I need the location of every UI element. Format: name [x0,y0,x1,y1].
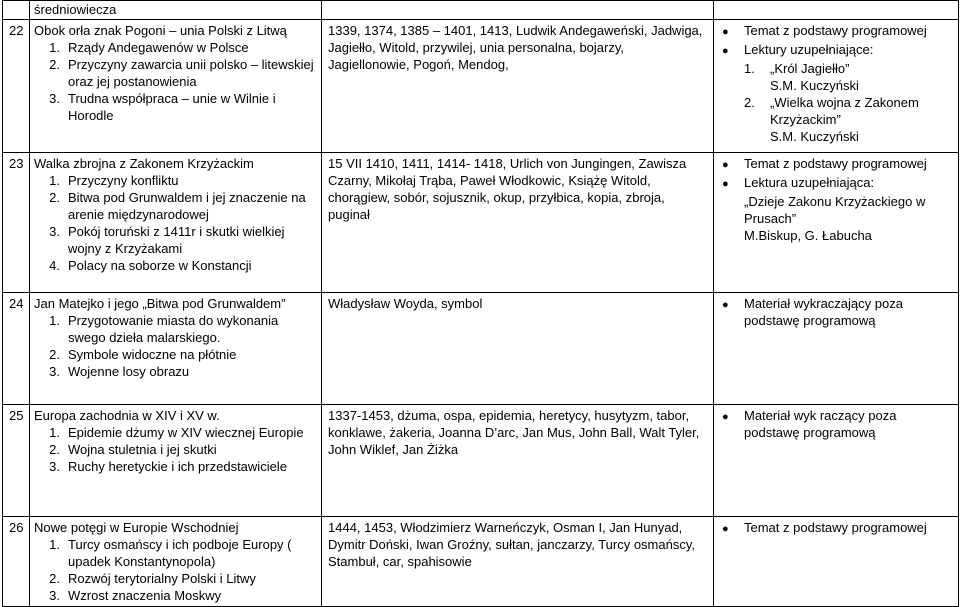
note-bullet: ● Temat z podstawy programowej [718,519,954,538]
subtopic-list [34,172,317,274]
reading-title: „Dzieje Zakonu Krzyżackiego w Prusach” [744,194,926,226]
cell-terms: 1444, 1453, Włodzimierz Warneńczyk, Osman I, Jan Hunyad, Dymitr Doński, Iwan Groźny, sułtan, janczarzy, Turcy osmańscy, Stambuł, car, spahisowie [322,517,714,607]
topic-continuation: średniowiecza [34,2,117,17]
cell-notes [714,153,959,293]
subtopic-list [34,39,317,124]
list-item: 2. Rozwój terytorialny Polski i Litwy [49,571,256,586]
list-item: 3. Pokój toruński z 1411r i skutki wielkiej wojny z Krzyżakami [49,224,285,256]
row-number: 25 [3,405,30,517]
topic-title: Europa zachodnia w XIV i XV w. [34,408,220,423]
table-row [3,1,959,20]
list-item: 1. Przyczyny konfliktu [49,173,179,188]
table-row [3,20,959,153]
bullet-icon [718,295,744,329]
list-item: 3. Trudna współpraca – unie w Wilnie i Horodle [49,91,276,123]
note-bullet: ● Materiał wyk raczący poza podstawę programową [718,407,954,441]
cell-terms: Władysław Woyda, symbol [322,293,714,405]
topic-title: Nowe potęgi w Europie Wschodniej [34,520,239,535]
list-item: 3. Ruchy heretyckie i ich przedstawiciele [49,459,287,474]
bullet-icon [718,22,744,41]
cell-notes [714,517,959,607]
cell-notes [714,20,959,153]
list-item: 1. Przygotowanie miasta do wykonania swego dzieła malarskiego. [49,313,279,345]
cell-terms: 15 VII 1410, 1411, 1414- 1418, Urlich von Jungingen, Zawisza Czarny, Mikołaj Trąba, Paweł Włodkowic, Książę Witold, chorągiew, sobór, sojusznik, okup, przyłbica, kopia, zbroja, puginał [322,153,714,293]
list-item: 2. Przyczyny zawarcia unii polsko – litewskiej oraz jej postanowienia [49,57,314,89]
list-item: 4. Polacy na soborze w Konstancji [49,258,252,273]
curriculum-table [2,0,959,607]
reading-item: 1. „Król Jagiełło” [744,61,850,76]
table-row [3,293,959,405]
row-number: 24 [3,293,30,405]
note-bullet: ● Lektury uzupełniające: [718,41,954,60]
list-item: 1. Turcy osmańscy i ich podboje Europy ( upadek Konstantynopola) [49,537,292,569]
cell-notes [714,293,959,405]
table-row [3,405,959,517]
cell-topic [30,20,322,153]
reading-author: S.M. Kuczyński [770,129,859,144]
row-number: 26 [3,517,30,607]
bullet-icon [718,407,744,441]
cell-notes [714,405,959,517]
cell-topic [30,405,322,517]
cell-topic [30,293,322,405]
subtopic-list [34,536,317,604]
row-number: 23 [3,153,30,293]
table-row [3,153,959,293]
cell-topic [30,153,322,293]
topic-title: Jan Matejko i jego „Bitwa pod Grunwaldem” [34,296,286,311]
subtopic-list [34,312,317,380]
list-item: 1. Rządy Andegawenów w Polsce [49,40,249,55]
reading-author: S.M. Kuczyński [770,78,859,93]
cell-topic [30,1,322,20]
topic-title: Walka zbrojna z Zakonem Krzyżackim [34,156,254,171]
list-item: 2. Bitwa pod Grunwaldem i jej znaczenie na arenie międzynarodowej [49,190,306,222]
reading-item: 2. „Wielka wojna z Zakonem Krzyżackim” [744,95,919,127]
note-bullet: ● Temat z podstawy programowej [718,22,954,41]
table-row [3,517,959,607]
note-bullet: ● Materiał wykraczający poza podstawę programową [718,295,954,329]
list-item: 1. Epidemie dżumy w XIV wiecznej Europie [49,425,304,440]
cell-num [3,1,30,20]
note-bullet: ● Temat z podstawy programowej [718,155,954,174]
bullet-icon [718,519,744,538]
list-item: 2. Wojna stuletnia i jej skutki [49,442,217,457]
bullet-icon [718,155,744,174]
cell-terms [322,1,714,20]
cell-terms: 1337-1453, dżuma, ospa, epidemia, heretycy, husytyzm, tabor, konklawe, żakeria, Joanna D’arc, Jan Mus, John Ball, Walt Tyler, John Wiklef, Jan Żiżka [322,405,714,517]
list-item: 2. Symbole widoczne na płótnie [49,347,237,362]
row-number: 22 [3,20,30,153]
cell-topic [30,517,322,607]
note-bullet: ● Lektura uzupełniająca: [718,174,954,193]
topic-title: Obok orła znak Pogoni – unia Polski z Litwą [34,23,287,38]
bullet-icon [718,174,744,193]
cell-terms: 1339, 1374, 1385 – 1401, 1413, Ludwik Andegaweński, Jadwiga, Jagiełło, Witold, przywilej, unia personalna, bojarzy, Jagiellonowie, Pogoń, Mendog, [322,20,714,153]
cell-notes [714,1,959,20]
bullet-icon [718,41,744,60]
reading-author: M.Biskup, G. Łabucha [744,228,872,243]
subtopic-list [34,424,317,475]
list-item: 3. Wojenne losy obrazu [49,364,190,379]
list-item: 3. Wzrost znaczenia Moskwy [49,588,222,603]
